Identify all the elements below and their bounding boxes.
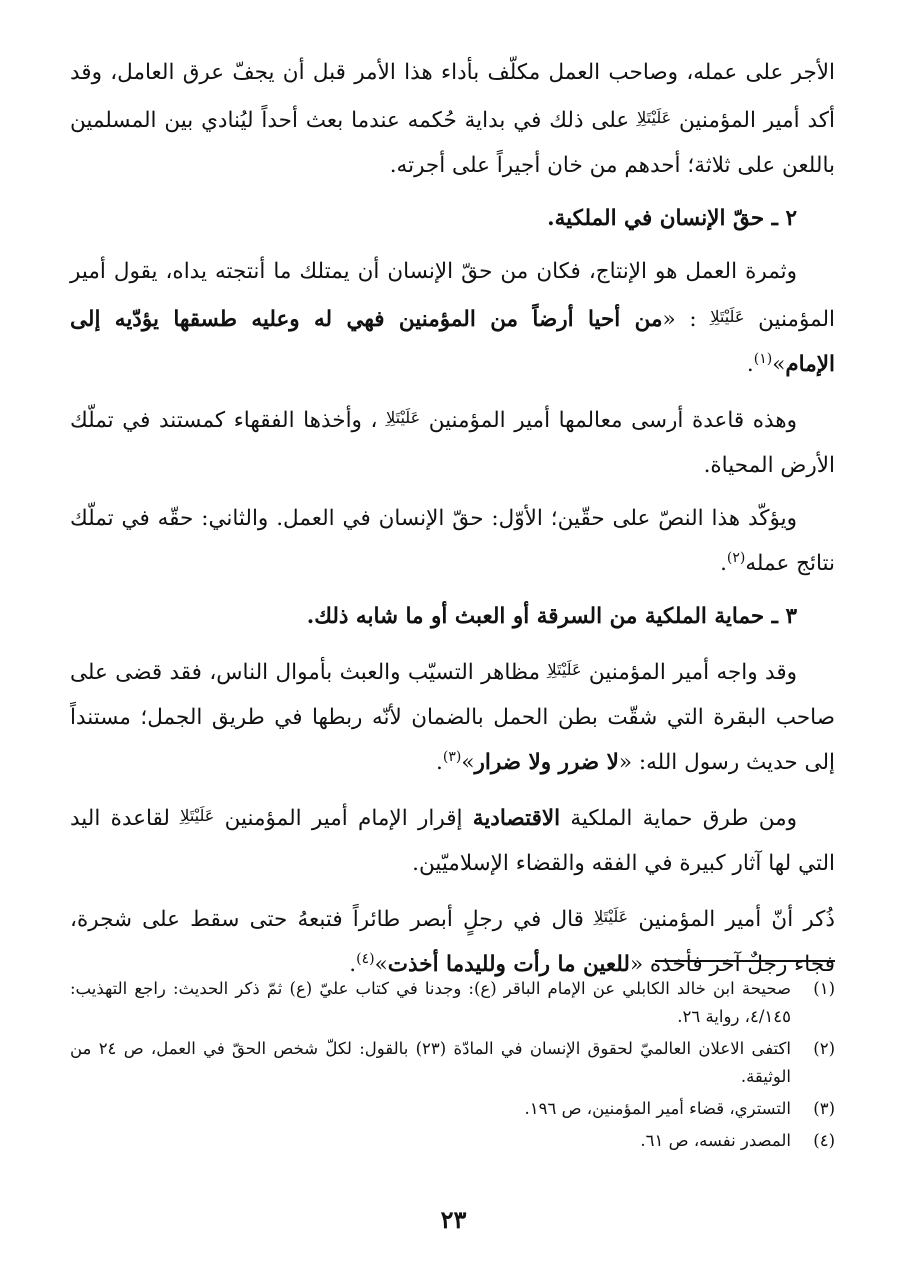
text: الأجر على عمله، وصاحب العمل مكلّف بأداء هذا الأمر قبل أن يجفّ عرق العامل، وقد أكد أمير المؤمنين <box>70 60 835 133</box>
text: وهذه قاعدة أرسى معالمها أمير المؤمنين <box>428 408 798 433</box>
text: : « <box>662 307 697 332</box>
footnote-ref: (٣) <box>442 748 462 765</box>
footnote-3 <box>70 1095 835 1123</box>
paragraph-5 <box>70 647 835 785</box>
paragraph-2 <box>70 249 835 387</box>
text: لقاعدة اليد التي لها آثار كبيرة في الفقه والقضاء الإسلاميّين. <box>70 806 835 876</box>
text: . <box>746 352 754 377</box>
footnote-text: المصدر نفسه، ص ٦١. <box>640 1131 791 1150</box>
text: » <box>772 352 786 377</box>
footnote-2 <box>70 1035 835 1091</box>
quote: للعين ما رأت ولليدما أخذت <box>387 952 630 977</box>
text: مظاهر التسيّب والعبث بأموال الناس، فقد قضى على صاحب البقرة التي شقّت بطن الحمل بالضمان لأنّه ربطها في طريق الجمل؛ مستنداً إلى حديث رسول الله: « <box>70 660 835 775</box>
paragraph-4 <box>70 496 835 586</box>
section-heading-2: ٢ ـ حقّ الإنسان في الملكية. <box>547 206 797 231</box>
honorific-glyph: عَلَيْتَلِاِ <box>594 907 629 926</box>
paragraph-3 <box>70 395 835 488</box>
paragraph-1 <box>70 50 835 188</box>
main-text <box>70 50 835 995</box>
footnote-ref: (١) <box>753 350 773 367</box>
text: قال في رجلٍ أبصر طائراً فتبعهُ حتى سقط على شجرة، فجاء رجلٌ آخر فأخذه « <box>70 907 835 977</box>
footnote-ref: (٤) <box>356 950 375 967</box>
footnote-number: (٤) <box>813 1131 835 1150</box>
footnote-divider <box>655 960 835 962</box>
quote: لا ضرر ولا ضرار <box>474 750 619 775</box>
text: وقد واجه أمير المؤمنين <box>588 660 797 685</box>
paragraph-6 <box>70 793 835 886</box>
section-heading-3: ٣ ـ حماية الملكية من السرقة أو العبث أو ما شابه ذلك. <box>306 604 797 629</box>
bold-term: الاقتصادية <box>472 806 561 831</box>
page-number: ٢٣ <box>440 1205 467 1234</box>
text: » <box>374 952 388 977</box>
text: ، وأخذها الفقهاء كمستند في تملّك الأرض المحياة. <box>70 408 835 478</box>
text: ومن طرق حماية الملكية <box>570 806 798 831</box>
footnotes <box>70 975 835 1159</box>
text: . <box>436 750 443 775</box>
footnote-text: اكتفى الاعلان العالميّ لحقوق الإنسان في المادّة (٢٣) بالقول: لكلّ شخص الحقّ في العمل، ص ٢٤ من الوثيقة. <box>70 1039 791 1086</box>
footnote-number: (٢) <box>813 1039 835 1058</box>
text: . <box>720 551 727 576</box>
honorific-glyph: عَلَيْتَلِاِ <box>180 806 215 825</box>
honorific-glyph: عَلَيْتَلِاِ <box>386 408 421 427</box>
footnote-number: (١) <box>813 979 835 998</box>
text: وثمرة العمل هو الإنتاج، فكان من حقّ الإنسان أن يمتلك ما أنتجته يداه، يقول أمير المؤمنين <box>70 259 836 332</box>
footnote-text: التستري، قضاء أمير المؤمنين، ص ١٩٦. <box>524 1099 791 1118</box>
honorific-glyph: عَلَيْتَلِاِ <box>637 108 672 127</box>
text: » <box>461 750 475 775</box>
text: إقرار الإمام أمير المؤمنين <box>224 806 463 831</box>
quote: من أحيا أرضاً من المؤمنين فهي له وعليه طسقها يؤدّيه إلى الإمام <box>70 307 835 377</box>
footnote-text: صحيحة ابن خالد الكابلي عن الإمام الباقر (ع): وجدنا في كتاب عليّ (ع) ثمّ ذكر الحديث: راجع التهذيب: ٤/١٤٥، رواية ٢٦. <box>70 979 791 1026</box>
footnote-1 <box>70 975 835 1031</box>
honorific-glyph: عَلَيْتَلِاِ <box>710 307 745 326</box>
honorific-glyph: عَلَيْتَلِاِ <box>547 660 582 679</box>
footnote-number: (٣) <box>813 1099 835 1118</box>
text: . <box>349 952 357 977</box>
footnote-4 <box>70 1127 835 1155</box>
text: على ذلك في بداية حُكمه عندما بعث أحداً ليُنادي بين المسلمين باللعن على ثلاثة؛ أحدهم من خان أجيراً على أجرته. <box>70 108 835 178</box>
footnote-ref: (٢) <box>726 549 746 566</box>
text: ذُكر أنّ أمير المؤمنين <box>638 907 835 932</box>
paragraph-7 <box>70 894 835 987</box>
text: ويؤكّد هذا النصّ على حقّين؛ الأوّل: حقّ الإنسان في العمل. والثاني: حقّه في تملّك نتائج عمله <box>70 506 835 576</box>
